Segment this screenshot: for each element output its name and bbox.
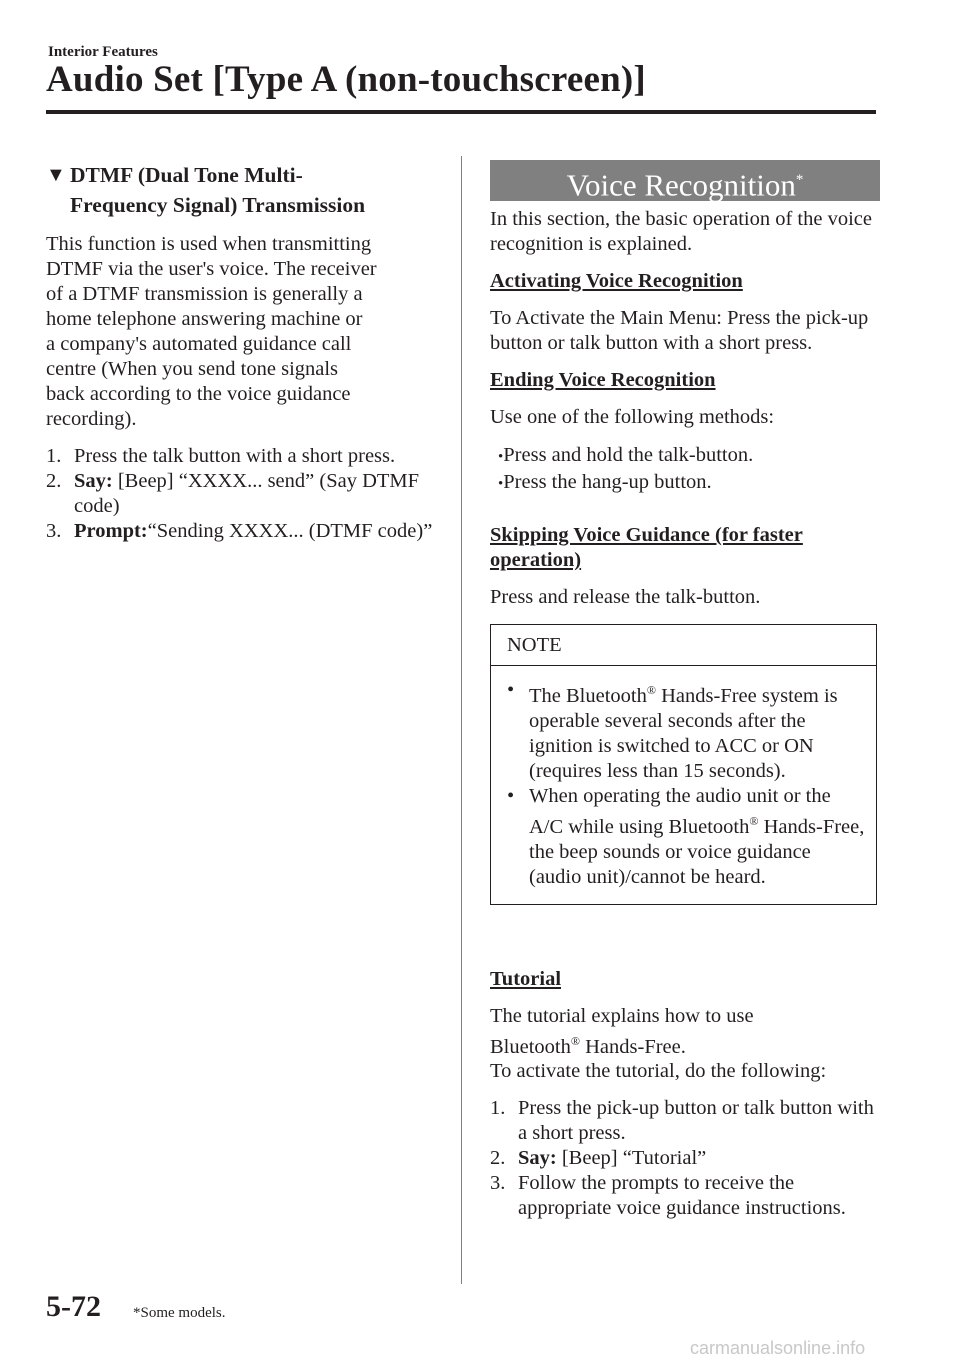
voice-intro: In this section, the basic operation of the voice recognition is explained. (490, 208, 872, 255)
tutorial-text: The tutorial explains how to use Bluetooth® Hands-Free. To activate the tutorial, do the following: (490, 1004, 827, 1083)
dtmf-heading-line2: Frequency Signal) Transmission (70, 193, 366, 217)
list-item: 2. Say: [Beep] “Tutorial” (490, 1147, 707, 1170)
tutorial-heading: Tutorial (490, 967, 562, 990)
ending-heading: Ending Voice Recognition (490, 369, 716, 391)
ending-text: Use one of the following methods: (490, 406, 775, 428)
list-item: 3. Follow the prompts to receive the appropriate voice guidance instructions. (490, 1172, 846, 1220)
voice-recognition-banner: Voice Recognition* (490, 160, 880, 201)
list-item: 2. Say: [Beep] “XXXX... send” (Say DTMF code) (46, 470, 420, 517)
list-item: 1. Press the pick-up button or talk button with a short press. (490, 1097, 874, 1145)
page-title: Audio Set [Type A (non-touchscreen)] (46, 59, 646, 100)
list-item: • Press and hold the talk-button. (498, 443, 880, 470)
skipping-text: Press and release the talk-button. (490, 586, 761, 608)
footnote: *Some models. (133, 1305, 226, 1321)
list-item: • Press the hang-up button. (498, 470, 880, 497)
left-column (46, 160, 446, 544)
activating-text: To Activate the Main Menu: Press the pick-up button or talk button with a short press. (490, 307, 869, 354)
dtmf-intro: This function is used when transmitting DTMF via the user's voice. The receiver of a DTMF transmission is generally a home telephone answering machine or a company's automated guidance call centre (When you send tone signals back according to the voice guidance recording). (46, 233, 377, 430)
dtmf-heading (46, 160, 446, 220)
section-label: Interior Features (48, 44, 158, 60)
list-item: • When operating the audio unit or the A/C while using Bluetooth® Hands-Free, the beep sounds or voice guidance (audio unit)/cannot be heard. (507, 784, 865, 888)
note-label: NOTE (491, 625, 876, 666)
note-box (490, 624, 877, 905)
activating-heading: Activating Voice Recognition (490, 270, 743, 292)
dtmf-steps (46, 444, 446, 544)
list-item: • The Bluetooth® Hands-Free system is operable several seconds after the ignition is switched to ACC or ON (requires less than 15 seconds). (507, 679, 838, 782)
column-divider (461, 156, 462, 1284)
triangle-down-icon: ▼ (46, 164, 66, 186)
right-column (490, 160, 880, 1221)
watermark: carmanualsonline.info (690, 1338, 866, 1358)
note-list (491, 666, 876, 904)
skipping-heading: Skipping Voice Guidance (for faster operation) (490, 524, 803, 571)
tutorial-steps (490, 1096, 880, 1221)
dtmf-heading-line1: DTMF (Dual Tone Multi- (70, 163, 303, 187)
ending-bullets (490, 443, 880, 497)
list-item: 1. Press the talk button with a short press. (46, 445, 396, 467)
title-rule (46, 110, 876, 114)
list-item: 3. Prompt:“Sending XXXX... (DTMF code)” (46, 520, 433, 542)
page-number: 5-72 (46, 1290, 101, 1323)
